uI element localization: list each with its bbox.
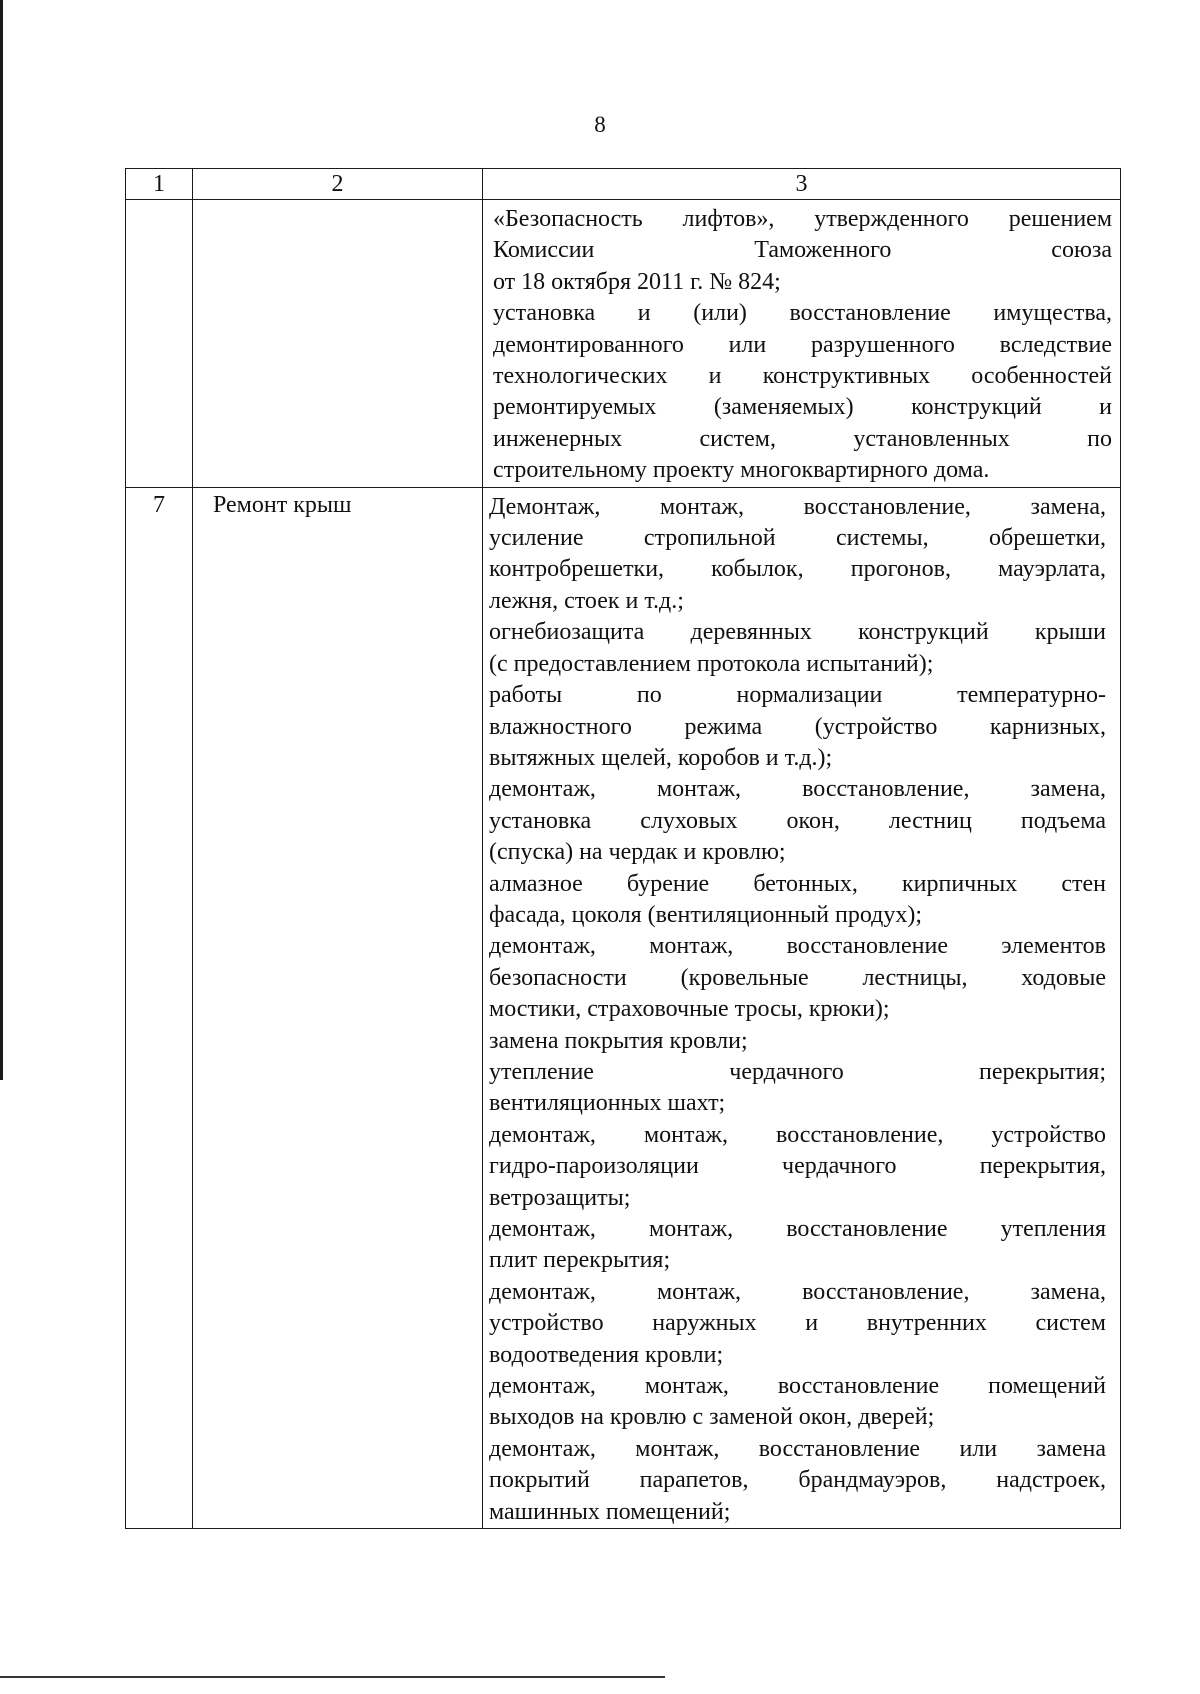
description-line: покрытий парапетов, брандмауэров, надстроек, xyxy=(489,1467,1106,1494)
description-line: Комиссии Таможенного союза xyxy=(493,237,1112,264)
description-line: контробрешетки, кобылок, прогонов, мауэрлата, xyxy=(489,556,1106,583)
description-line: водоотведения кровли; xyxy=(489,1341,724,1368)
description-line: усиление стропильной системы, обрешетки, xyxy=(489,525,1106,552)
description-line: лежня, стоек и т.д.; xyxy=(489,587,684,614)
description-line: машинных помещений; xyxy=(489,1498,731,1525)
description-line: Демонтаж, монтаж, восстановление, замена, xyxy=(489,493,1106,520)
table-row xyxy=(126,200,1121,488)
table-header-row xyxy=(126,169,1121,200)
description-line: демонтаж, монтаж, восстановление, устройство xyxy=(489,1121,1106,1148)
description-line: безопасности (кровельные лестницы, ходовые xyxy=(489,964,1106,991)
header-cell-3: 3 xyxy=(483,169,1121,200)
work-type-name: Ремонт крыш xyxy=(193,487,483,1528)
work-description xyxy=(483,487,1121,1528)
description-line: фасада, цоколя (вентиляционный продух); xyxy=(489,901,923,928)
description-line: демонтаж, монтаж, восстановление, замена, xyxy=(489,776,1106,803)
description-line: ветрозащиты; xyxy=(489,1184,631,1211)
description-line: ремонтируемых (заменяемых) конструкций и xyxy=(493,394,1112,421)
description-line: устройство наружных и внутренних систем xyxy=(489,1310,1106,1337)
scan-bottom-edge xyxy=(0,1676,665,1678)
description-line: замена покрытия кровли; xyxy=(489,1027,748,1054)
header-cell-1: 1 xyxy=(126,169,193,200)
description-line: демонтированного или разрушенного вследствие xyxy=(493,331,1112,358)
description-line: демонтаж, монтаж, восстановление элементов xyxy=(489,933,1106,960)
description-line: плит перекрытия; xyxy=(489,1247,671,1274)
description-line: от 18 октября 2011 г. № 824; xyxy=(493,268,781,295)
page-number: 8 xyxy=(594,112,606,137)
description-line: «Безопасность лифтов», утвержденного решением xyxy=(493,206,1112,232)
description-line: установка и (или) восстановление имущества, xyxy=(493,300,1112,327)
work-type-name xyxy=(193,200,483,488)
description-line: демонтаж, монтаж, восстановление или замена xyxy=(489,1435,1106,1462)
row-number xyxy=(126,200,193,488)
scan-left-edge xyxy=(0,0,3,1080)
table-row xyxy=(126,487,1121,1528)
description-line: строительному проекту многоквартирного дома. xyxy=(493,457,990,484)
description-line: демонтаж, монтаж, восстановление, замена, xyxy=(489,1278,1106,1305)
description-line: огнебиозащита деревянных конструкций крыши xyxy=(489,619,1106,646)
work-description xyxy=(483,200,1121,488)
row-number: 7 xyxy=(126,487,193,1528)
description-line: установка слуховых окон, лестниц подъема xyxy=(489,807,1106,834)
description-line: технологических и конструктивных особенностей xyxy=(493,363,1112,390)
description-line: демонтаж, монтаж, восстановление помещений xyxy=(489,1373,1106,1400)
description-line: выходов на кровлю с заменой окон, дверей; xyxy=(489,1404,935,1431)
description-line: демонтаж, монтаж, восстановление утепления xyxy=(489,1216,1106,1242)
description-line: (спуска) на чердак и кровлю; xyxy=(489,839,786,866)
description-line: утепление чердачного перекрытия; xyxy=(489,1058,1106,1085)
description-line: (с предоставлением протокола испытаний); xyxy=(489,650,934,677)
description-line: работы по нормализации температурно- xyxy=(489,682,1106,709)
description-line: вентиляционных шахт; xyxy=(489,1090,726,1117)
description-line: инженерных систем, установленных по xyxy=(493,425,1112,452)
description-line: гидро-пароизоляции чердачного перекрытия, xyxy=(489,1153,1106,1180)
description-line: алмазное бурение бетонных, кирпичных стен xyxy=(489,870,1106,897)
description-line: вытяжных щелей, коробов и т.д.); xyxy=(489,744,833,771)
works-table xyxy=(125,168,1121,1529)
description-line: влажностного режима (устройство карнизных, xyxy=(489,713,1106,740)
description-line: мостики, страховочные тросы, крюки); xyxy=(489,996,890,1023)
header-cell-2: 2 xyxy=(193,169,483,200)
